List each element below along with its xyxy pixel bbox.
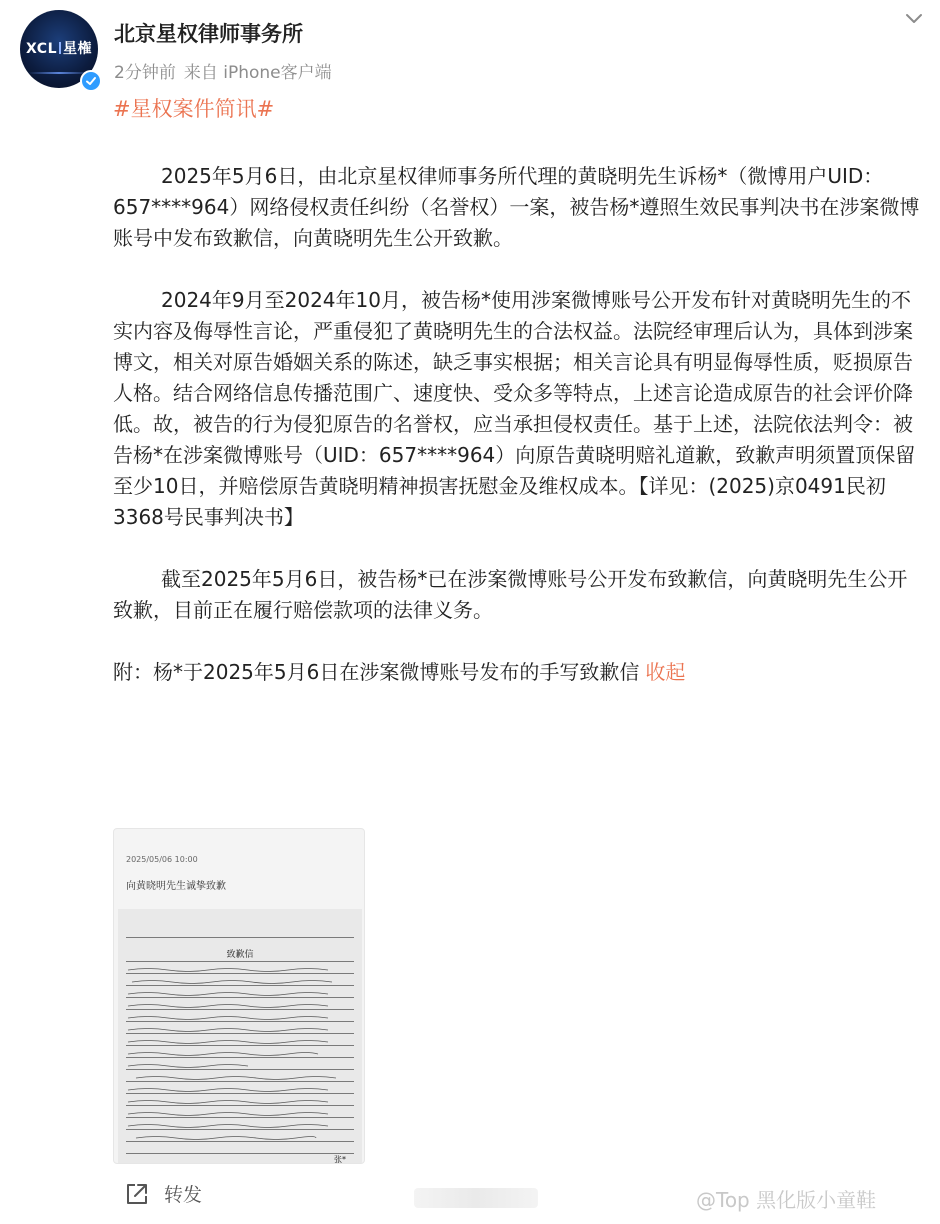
account-name[interactable]: 北京星权律师事务所 (114, 22, 303, 46)
letter-signature: 张* (334, 1155, 346, 1164)
post-paragraph: 截至2025年5月6日，被告杨*已在涉案微博账号公开发布致歉信，向黄晓明先生公开致歉，目前正在履行赔偿款项的法律义务。 (113, 567, 908, 622)
avatar-logo-text: XCL (26, 41, 57, 57)
post-header (0, 0, 940, 100)
handwriting-scribbles (118, 909, 362, 1164)
letter-title: 向黄晓明先生诚挚致歉 (126, 881, 226, 892)
avatar[interactable] (20, 10, 100, 90)
post-time: 2分钟前 (114, 63, 176, 83)
avatar-logo-suffix: 星権 (63, 41, 92, 57)
share-icon (124, 1181, 150, 1207)
chevron-down-icon[interactable] (902, 6, 926, 30)
post-footer (0, 1172, 940, 1224)
post-source: 来自 iPhone客户端 (183, 63, 332, 83)
post-meta (114, 58, 340, 83)
verified-badge-icon (80, 70, 102, 92)
post-appendix (113, 657, 925, 688)
blurred-area (414, 1188, 538, 1208)
appendix-text: 附：杨*于2025年5月6日在涉案微博账号发布的手写致歉信 (113, 660, 640, 684)
letter-date: 2025/05/06 10:00 (126, 855, 198, 864)
apology-letter-image[interactable] (113, 828, 365, 1164)
repost-label: 转发 (164, 1184, 203, 1206)
post-paragraph: 2024年9月至2024年10月，被告杨*使用涉案微博账号公开发布针对黄晓明先生的不实内容及侮辱性言论，严重侵犯了黄晓明先生的合法权益。法院经审理后认为，具体到涉案博文，相关对原告婚姻关系的陈述，缺乏事实根据；相关言论具有明显侮辱性质，贬损原告人格。结合网络信息传播范围广、速度快、受众多等特点，上述言论造成原告的社会评价降低。故，被告的行为侵犯原告的名誉权，应当承担侵权责任。基于上述，法院依法判令：被告杨*在涉案微博账号（UID：657****964）向原告黄晓明赔礼道歉，致歉声明须置顶保留至少10日，并赔偿原告黄晓明精神损害抚慰金及维权成本。【详见：(2025)京0491民初3368号民事判决书】 (113, 288, 916, 529)
repost-button[interactable] (124, 1180, 202, 1207)
letter-heading: 致歉信 (226, 950, 254, 960)
post-paragraph: 2025年5月6日，由北京星权律师事务所代理的黄晓明先生诉杨*（微博用户UID：657****964）网络侵权责任纠纷（名誉权）一案，被告杨*遵照生效民事判决书在涉案微博账号中发布致歉信，向黄晓明先生公开致歉。 (113, 164, 920, 250)
handwritten-letter (118, 909, 362, 1164)
hashtag-link[interactable]: #星权案件简讯# (113, 97, 275, 121)
watermark: @Top 黑化版小童鞋 (696, 1188, 877, 1212)
avatar-logo (20, 38, 98, 58)
collapse-link[interactable]: 收起 (645, 660, 686, 684)
post-body (113, 94, 925, 688)
